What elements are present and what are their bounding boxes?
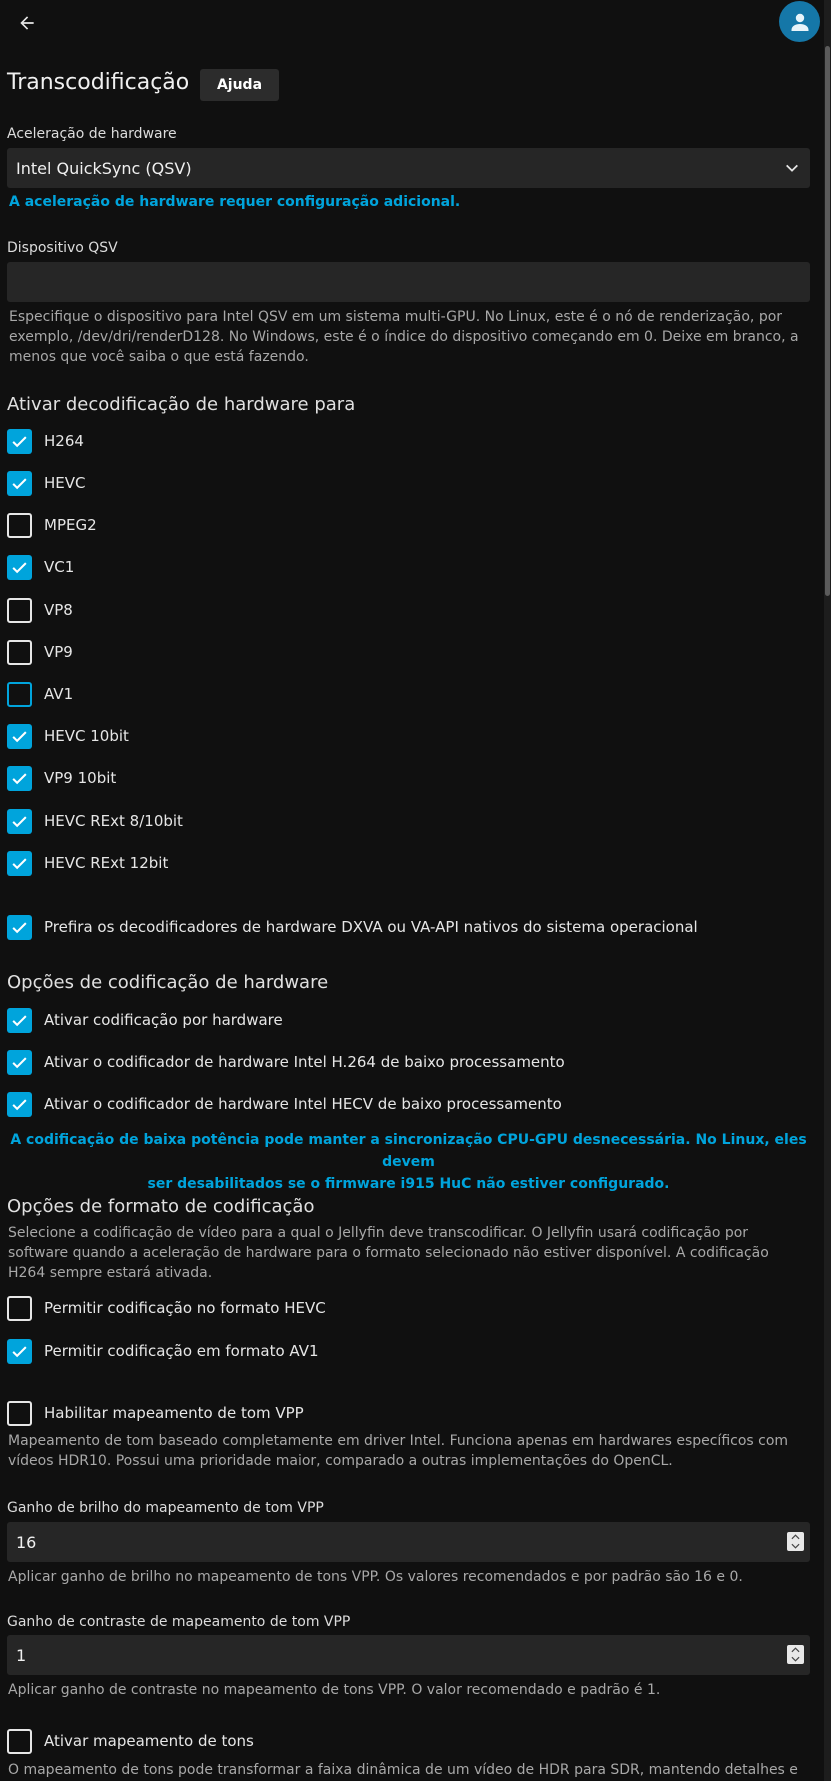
arrow-left-icon — [17, 13, 37, 33]
chevron-up-icon — [791, 1534, 800, 1540]
vpp-brightness-value: 16 — [16, 1532, 37, 1552]
checkbox-label: Permitir codificação em formato AV1 — [44, 1342, 319, 1360]
top-bar — [0, 0, 831, 44]
help-button[interactable]: Ajuda — [200, 69, 279, 101]
checkbox-box[interactable] — [7, 1401, 32, 1426]
back-button[interactable] — [14, 10, 40, 36]
user-icon — [788, 10, 812, 34]
user-avatar-button[interactable] — [779, 1, 820, 42]
check-icon — [10, 1011, 29, 1030]
checkbox-mpeg2[interactable] — [7, 511, 97, 539]
checkbox-label: HEVC RExt 12bit — [44, 854, 169, 872]
checkbox-box[interactable] — [7, 915, 32, 940]
checkbox-vp9[interactable] — [7, 638, 73, 666]
checkbox-box[interactable] — [7, 429, 32, 454]
checkbox-box[interactable] — [7, 598, 32, 623]
scrollbar[interactable] — [824, 0, 831, 1781]
vpp-contrast-input[interactable] — [7, 1635, 810, 1675]
checkbox-label: VP9 10bit — [44, 769, 117, 787]
checkbox-tonemapping[interactable] — [7, 1727, 254, 1755]
checkbox-box[interactable] — [7, 851, 32, 876]
check-icon — [10, 474, 29, 493]
checkbox-label: Ativar o codificador de hardware Intel H.264 de baixo processamento — [44, 1053, 565, 1071]
vpp-brightness-input[interactable] — [7, 1522, 810, 1562]
checkbox-h264[interactable] — [7, 427, 84, 455]
checkbox-label: Ativar o codificador de hardware Intel HECV de baixo processamento — [44, 1095, 562, 1113]
checkbox-permitir-codifica-o-em-formato-av1[interactable] — [7, 1337, 319, 1365]
qsv-device-desc: Especifique o dispositivo para Intel QSV em um sistema multi-GPU. No Linux, este é o nó de renderização, por exemplo, /dev/dri/renderD128. No Windows, este é o índice do dispositivo começando em 0. Deixe em branco, a menos que você saiba o que está fazendo. — [9, 309, 799, 365]
hw-accel-select[interactable] — [7, 148, 810, 188]
checkbox-box[interactable] — [7, 682, 32, 707]
qsv-device-label: Dispositivo QSV — [7, 240, 118, 256]
decoding-section-title: Ativar decodificação de hardware para — [7, 394, 356, 415]
check-icon — [10, 1095, 29, 1114]
chevron-down-icon — [791, 1543, 800, 1549]
checkbox-vpp-tonemapping[interactable] — [7, 1399, 304, 1427]
chevron-up-icon — [791, 1647, 800, 1653]
checkbox-vc1[interactable] — [7, 553, 74, 581]
checkbox-label: AV1 — [44, 685, 74, 703]
number-spinner[interactable] — [787, 1645, 804, 1664]
checkbox-box[interactable] — [7, 640, 32, 665]
checkbox-label: VP9 — [44, 643, 73, 661]
vpp-contrast-label: Ganho de contraste de mapeamento de tom VPP — [7, 1614, 351, 1630]
low-power-note-line-2: ser desabilitados se o firmware i915 HuC não estiver configurado. — [147, 1176, 670, 1192]
checkbox-label: Ativar mapeamento de tons — [44, 1732, 254, 1750]
check-icon — [10, 918, 29, 937]
checkbox-hevc-rext-12bit[interactable] — [7, 849, 168, 877]
checkbox-box[interactable] — [7, 471, 32, 496]
checkbox-label: VC1 — [44, 558, 75, 576]
checkbox-label: H264 — [44, 432, 84, 450]
checkbox-box[interactable] — [7, 1050, 32, 1075]
checkbox-prefer-native-decoders[interactable] — [7, 913, 698, 941]
check-icon — [10, 432, 29, 451]
checkbox-label: Permitir codificação no formato HEVC — [44, 1299, 326, 1317]
encoding-section-title: Opções de codificação de hardware — [7, 972, 329, 993]
vpp-contrast-desc: Aplicar ganho de contraste no mapeamento de tons VPP. O valor recomendado e padrão é 1. — [8, 1682, 661, 1698]
checkbox-box[interactable] — [7, 513, 32, 538]
checkbox-label: HEVC 10bit — [44, 727, 129, 745]
checkbox-box[interactable] — [7, 809, 32, 834]
checkbox-box[interactable] — [7, 1729, 32, 1754]
checkbox-av1[interactable] — [7, 680, 73, 708]
checkbox-box[interactable] — [7, 766, 32, 791]
checkbox-box[interactable] — [7, 724, 32, 749]
qsv-device-input[interactable] — [7, 262, 810, 302]
checkbox-box[interactable] — [7, 1008, 32, 1033]
checkbox-hevc-10bit[interactable] — [7, 722, 129, 750]
checkbox-vp9-10bit[interactable] — [7, 764, 116, 792]
checkbox-box[interactable] — [7, 1092, 32, 1117]
tonemap-desc: O mapeamento de tons pode transformar a faixa dinâmica de um vídeo de HDR para SDR, mantendo detalhes e — [8, 1762, 798, 1778]
hw-accel-label: Aceleração de hardware — [7, 126, 177, 142]
check-icon — [10, 558, 29, 577]
format-section-title: Opções de formato de codificação — [7, 1196, 315, 1217]
checkbox-ativar-o-codificador-de-hardware-intel-h-264-de-baixo-processamento[interactable] — [7, 1048, 565, 1076]
check-icon — [10, 1342, 29, 1361]
check-icon — [10, 812, 29, 831]
checkbox-label: HEVC — [44, 474, 86, 492]
checkbox-label: MPEG2 — [44, 516, 97, 534]
page-title: Transcodificação — [7, 70, 190, 95]
checkbox-label: Habilitar mapeamento de tom VPP — [44, 1404, 304, 1422]
vpp-contrast-value: 1 — [16, 1645, 27, 1665]
checkbox-box[interactable] — [7, 555, 32, 580]
low-power-note — [7, 1129, 810, 1195]
checkbox-box[interactable] — [7, 1296, 32, 1321]
checkbox-hevc-rext-8-10bit[interactable] — [7, 807, 183, 835]
checkbox-label: VP8 — [44, 601, 73, 619]
checkbox-ativar-o-codificador-de-hardware-intel-hecv-de-baixo-processamento[interactable] — [7, 1090, 562, 1118]
number-spinner[interactable] — [787, 1532, 804, 1551]
checkbox-permitir-codifica-o-no-formato-hevc[interactable] — [7, 1294, 326, 1322]
vpp-desc: Mapeamento de tom baseado completamente em driver Intel. Funciona apenas em hardwares específicos com vídeos HDR10. Possui uma prioridade maior, comparado a outras implementações do OpenCL. — [8, 1433, 789, 1469]
hw-accel-note: A aceleração de hardware requer configuração adicional. — [9, 194, 461, 210]
low-power-note-line-1: A codificação de baixa potência pode manter a sincronização CPU-GPU desnecessária. No Linux, eles devem — [10, 1132, 807, 1170]
check-icon — [10, 727, 29, 746]
format-desc: Selecione a codificação de vídeo para a qual o Jellyfin deve transcodificar. O Jellyfin usará codificação por software quando a aceleração de hardware para o formato selecionado não estiver disponível. A codificação H264 sempre estará ativada. — [8, 1225, 769, 1281]
vpp-brightness-desc: Aplicar ganho de brilho no mapeamento de tons VPP. Os valores recomendados e por padrão são 16 e 0. — [8, 1569, 743, 1585]
check-icon — [10, 1053, 29, 1072]
checkbox-label: Prefira os decodificadores de hardware DXVA ou VA-API nativos do sistema operacional — [44, 918, 698, 936]
checkbox-box[interactable] — [7, 1339, 32, 1364]
hw-accel-value: Intel QuickSync (QSV) — [16, 158, 192, 178]
checkbox-vp8[interactable] — [7, 596, 73, 624]
checkbox-label: HEVC RExt 8/10bit — [44, 812, 183, 830]
vpp-brightness-label: Ganho de brilho do mapeamento de tom VPP — [7, 1500, 324, 1516]
scrollbar-thumb[interactable] — [825, 46, 830, 596]
chevron-down-icon — [791, 1656, 800, 1662]
check-icon — [10, 769, 29, 788]
chevron-down-icon — [784, 160, 800, 176]
checkbox-label: Ativar codificação por hardware — [44, 1011, 283, 1029]
checkbox-ativar-codifica-o-por-hardware[interactable] — [7, 1006, 283, 1034]
checkbox-hevc[interactable] — [7, 469, 86, 497]
check-icon — [10, 854, 29, 873]
